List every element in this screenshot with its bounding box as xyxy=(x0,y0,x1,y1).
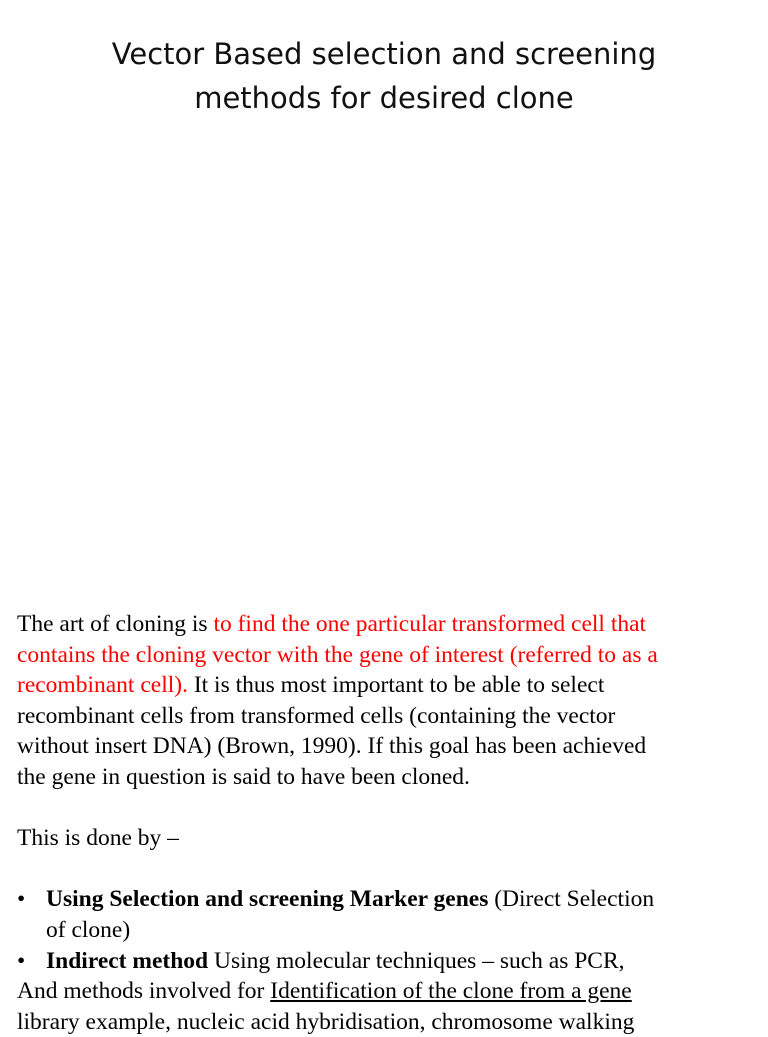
bullet-item-indirect-method xyxy=(17,946,737,977)
highlighted-text: to find the one particular transformed cell that xyxy=(213,611,647,637)
paragraph-line-2: contains the cloning vector with the gene of interest (referred to as a xyxy=(17,641,658,668)
paragraph-line-3 xyxy=(17,670,737,701)
paragraph-text: The art of cloning is xyxy=(17,611,214,637)
paragraph-text: It is thus most important to be able to select xyxy=(187,672,605,699)
paragraph-line-4: recombinant cells from transformed cells (containing the vector xyxy=(17,702,616,729)
tail-text: And methods involved for xyxy=(17,978,271,1005)
tail-line-2: library example, nucleic acid hybridisation, chromosome walking xyxy=(17,1008,635,1035)
paragraph-line-5: without insert DNA) (Brown, 1990). If this goal has been achieved xyxy=(17,733,647,760)
bullet-icon: • xyxy=(17,947,26,974)
bullet-icon: • xyxy=(17,886,26,913)
bullet-bold-text: Using Selection and screening Marker genes xyxy=(46,886,489,913)
title-line-2: methods for desired clone xyxy=(194,81,574,115)
intro-line: This is done by – xyxy=(17,825,179,852)
underlined-text: Identification of the clone from a gene xyxy=(270,978,632,1005)
title-line-1: Vector Based selection and screening xyxy=(111,37,657,71)
bullet-item-marker-genes xyxy=(17,884,737,915)
slide-title xyxy=(0,32,768,120)
bullet-bold-text: Indirect method xyxy=(46,947,209,974)
paragraph-line-1 xyxy=(17,609,737,640)
paragraph-line-6: the gene in question is said to have been cloned. xyxy=(17,763,470,790)
bullet-item-marker-genes-continued: of clone) xyxy=(46,916,131,943)
slide-body xyxy=(17,609,737,1037)
tail-line-1 xyxy=(17,976,737,1007)
spacer xyxy=(17,854,737,885)
bullet-text: Using molecular techniques – such as PCR, xyxy=(208,947,625,974)
spacer xyxy=(17,793,737,824)
highlighted-text: recombinant cell). xyxy=(17,672,188,699)
bullet-text: (Direct Selection xyxy=(488,886,655,913)
